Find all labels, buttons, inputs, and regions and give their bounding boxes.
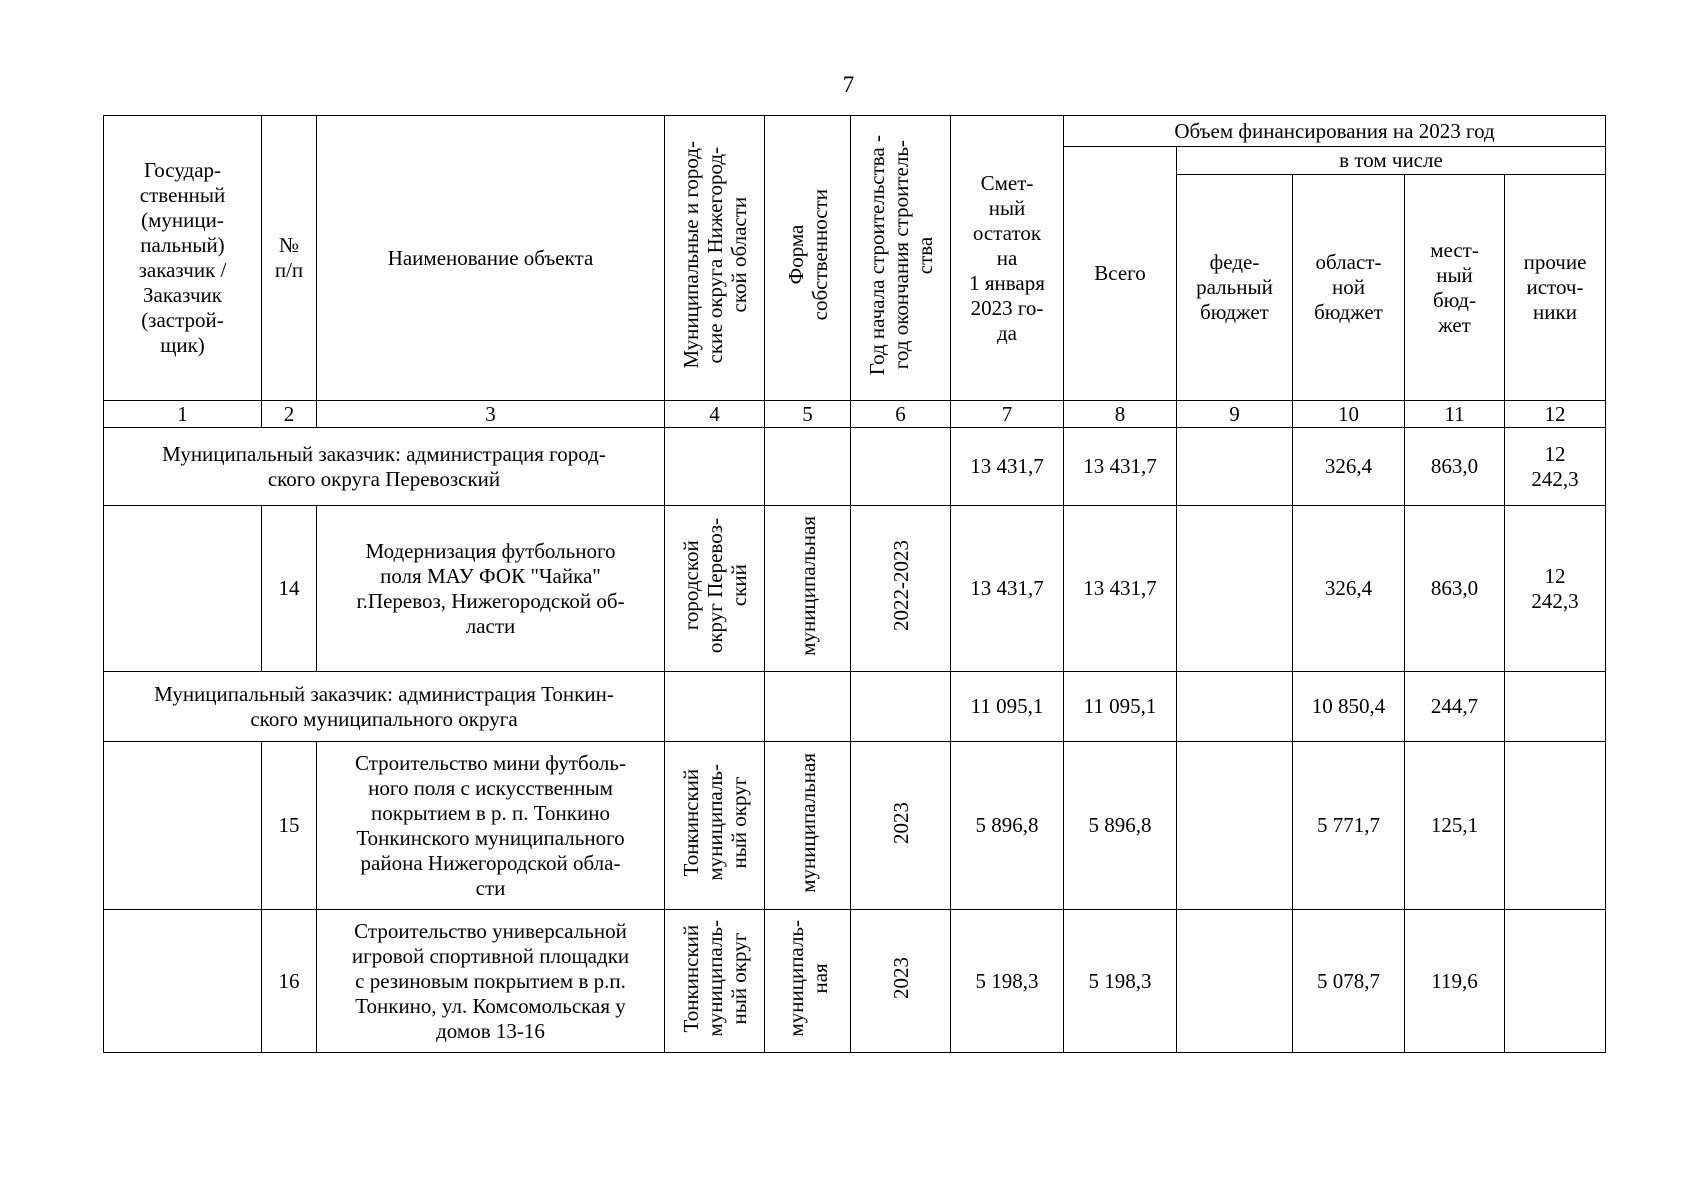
cell-years: 2022-2023 xyxy=(851,506,951,672)
cell-district xyxy=(665,428,765,506)
header-regional-budget: област- ной бюджет xyxy=(1293,175,1405,401)
cell-ownership: муниципаль- ная xyxy=(765,910,851,1053)
header-including: в том числе xyxy=(1177,147,1606,175)
cell-ownership xyxy=(765,428,851,506)
cell-other: 12 242,3 xyxy=(1505,428,1606,506)
column-numbers-row xyxy=(104,401,1606,428)
header-federal-budget: феде- ральный бюджет xyxy=(1177,175,1293,401)
cell-other xyxy=(1505,742,1606,910)
cell-total: 11 095,1 xyxy=(1064,672,1177,742)
cell-customer xyxy=(104,742,262,910)
header-ownership: Форма собственности xyxy=(765,116,851,401)
cell-estimated-balance: 13 431,7 xyxy=(951,428,1064,506)
column-number: 4 xyxy=(665,401,765,428)
header-years: Год начала строительства - год окончания строитель- ства xyxy=(851,116,951,401)
cell-years xyxy=(851,428,951,506)
cell-district xyxy=(665,672,765,742)
cell-regional: 326,4 xyxy=(1293,428,1405,506)
header-district: Муниципальные и город- ские округа Нижегород- ской области xyxy=(665,116,765,401)
cell-federal xyxy=(1177,742,1293,910)
customer-name: Муниципальный заказчик: администрация Тонкин- ского муниципального округа xyxy=(104,672,665,742)
cell-number: 15 xyxy=(262,742,317,910)
cell-regional: 5 078,7 xyxy=(1293,910,1405,1053)
cell-number: 14 xyxy=(262,506,317,672)
column-number: 1 xyxy=(104,401,262,428)
cell-total: 13 431,7 xyxy=(1064,428,1177,506)
column-number: 5 xyxy=(765,401,851,428)
table-row xyxy=(104,910,1606,1053)
cell-customer xyxy=(104,506,262,672)
column-number: 2 xyxy=(262,401,317,428)
cell-other xyxy=(1505,672,1606,742)
header-customer: Государ- ственный (муници- пальный) заказчик / Заказчик (застрой- щик) xyxy=(104,116,262,401)
header-estimated-balance: Смет- ный остаток на 1 января 2023 го- да xyxy=(951,116,1064,401)
column-number: 11 xyxy=(1405,401,1505,428)
cell-object-name: Строительство универсальной игровой спортивной площадки с резиновым покрытием в р.п. Тонкино, ул. Комсомольская у домов 13-16 xyxy=(317,910,665,1053)
header-funding: Объем финансирования на 2023 год xyxy=(1064,116,1606,147)
cell-years: 2023 xyxy=(851,742,951,910)
cell-total: 5 198,3 xyxy=(1064,910,1177,1053)
column-number: 8 xyxy=(1064,401,1177,428)
cell-regional: 10 850,4 xyxy=(1293,672,1405,742)
column-number: 10 xyxy=(1293,401,1405,428)
table-row xyxy=(104,672,1606,742)
cell-ownership: муниципальная xyxy=(765,742,851,910)
cell-object-name: Строительство мини футболь- ного поля с искусственным покрытием в р. п. Тонкино Тонкинского муниципального района Нижегородской обла- сти xyxy=(317,742,665,910)
header-number: № п/п xyxy=(262,116,317,401)
table-row xyxy=(104,428,1606,506)
cell-number: 16 xyxy=(262,910,317,1053)
header-other-sources: прочие источ- ники xyxy=(1505,175,1606,401)
cell-district: городской округ Перевоз- ский xyxy=(665,506,765,672)
column-number: 12 xyxy=(1505,401,1606,428)
cell-local: 863,0 xyxy=(1405,428,1505,506)
table-row xyxy=(104,506,1606,672)
cell-local: 119,6 xyxy=(1405,910,1505,1053)
cell-federal xyxy=(1177,672,1293,742)
customer-name: Муниципальный заказчик: администрация город- ского округа Перевозский xyxy=(104,428,665,506)
cell-local: 125,1 xyxy=(1405,742,1505,910)
cell-federal xyxy=(1177,506,1293,672)
cell-regional: 5 771,7 xyxy=(1293,742,1405,910)
column-number: 6 xyxy=(851,401,951,428)
cell-local: 863,0 xyxy=(1405,506,1505,672)
cell-federal xyxy=(1177,428,1293,506)
cell-federal xyxy=(1177,910,1293,1053)
cell-regional: 326,4 xyxy=(1293,506,1405,672)
cell-other xyxy=(1505,910,1606,1053)
cell-estimated-balance: 13 431,7 xyxy=(951,506,1064,672)
cell-district: Тонкинский муниципаль- ный округ xyxy=(665,742,765,910)
column-number: 3 xyxy=(317,401,665,428)
cell-years: 2023 xyxy=(851,910,951,1053)
financing-table xyxy=(103,115,1606,1053)
cell-years xyxy=(851,672,951,742)
header-total: Всего xyxy=(1064,147,1177,401)
cell-estimated-balance: 11 095,1 xyxy=(951,672,1064,742)
cell-estimated-balance: 5 198,3 xyxy=(951,910,1064,1053)
cell-district: Тонкинский муниципаль- ный округ xyxy=(665,910,765,1053)
column-number: 7 xyxy=(951,401,1064,428)
cell-local: 244,7 xyxy=(1405,672,1505,742)
cell-total: 13 431,7 xyxy=(1064,506,1177,672)
cell-ownership: муниципальная xyxy=(765,506,851,672)
table-row xyxy=(104,742,1606,910)
cell-customer xyxy=(104,910,262,1053)
header-object-name: Наименование объекта xyxy=(317,116,665,401)
cell-other: 12 242,3 xyxy=(1505,506,1606,672)
cell-object-name: Модернизация футбольного поля МАУ ФОК "Чайка" г.Перевоз, Нижегородской об- ласти xyxy=(317,506,665,672)
header-local-budget: мест- ный бюд- жет xyxy=(1405,175,1505,401)
cell-estimated-balance: 5 896,8 xyxy=(951,742,1064,910)
page-number: 7 xyxy=(842,72,855,97)
cell-total: 5 896,8 xyxy=(1064,742,1177,910)
cell-ownership xyxy=(765,672,851,742)
column-number: 9 xyxy=(1177,401,1293,428)
